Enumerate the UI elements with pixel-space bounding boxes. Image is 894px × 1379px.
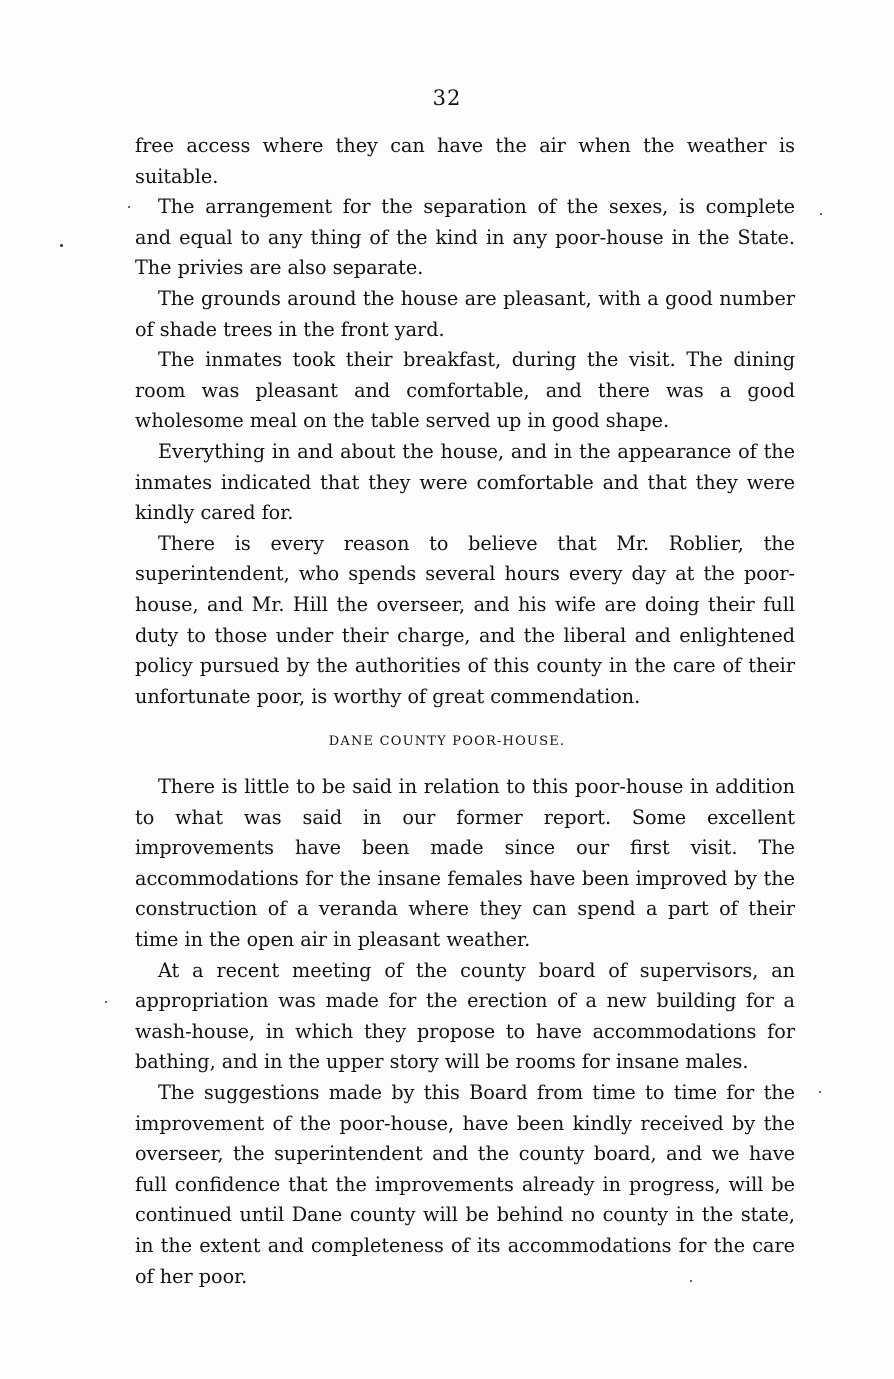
ink-speck (60, 244, 63, 247)
bottom-text-block (135, 772, 795, 1292)
paragraph: free access where they can have the air when the weather is suitable. (135, 134, 795, 188)
paragraph: The grounds around the house are pleasant, with a good number of shade trees in the front yard. (135, 286, 795, 341)
paragraph: There is every reason to believe that Mr. Roblier, the superintendent, who spends several hours every day at the poor-house, and Mr. Hill the overseer, and his wife are doing their full duty to those under their charge, and the liberal and enlightened policy pursued by the authorities of this county in the care of their unfortunate poor, is worthy of great commendation. (135, 531, 795, 708)
paragraph: There is little to be said in relation to this poor-house in addition to what was said in our former report. Some excellent improvements have been made since our first visit. The accommodations for the insane females have been improved by the construction of a veranda where they can spend a part of their time in the open air in pleasant weather. (135, 775, 795, 951)
paragraph: The arrangement for the separation of the sexes, is complete and equal to any thing of the kind in any poor-house in the State. The privies are also separate. (135, 195, 795, 280)
ink-speck (128, 206, 130, 208)
paragraph: At a recent meeting of the county board of supervisors, an appropriation was made for the erection of a new building for a wash-house, in which they propose to have accommodations for bathing, and in the upper story will be rooms for insane males. (135, 958, 795, 1074)
paragraph: The suggestions made by this Board from time to time for the improvement of the poor-house, have been kindly received by the overseer, the superintendent and the county board, and we have full confidence that the improvements already in progress, will be continued until Dane county will be behind no county in the state, in the extent and completeness of its accommodations for the care of her poor. (135, 1080, 795, 1288)
paragraph: The inmates took their breakfast, during the visit. The dining room was pleasant and comfortable, and there was a good wholesome meal on the table served up in good shape. (135, 348, 795, 433)
page-number: 32 (432, 86, 462, 110)
ink-speck (819, 1091, 821, 1093)
ink-speck (690, 1280, 692, 1282)
ink-speck (105, 1001, 107, 1003)
section-heading: DANE COUNTY POOR-HOUSE. (328, 734, 566, 749)
ink-speck (820, 213, 822, 215)
top-text-block (135, 131, 795, 712)
paragraph: Everything in and about the house, and in the appearance of the inmates indicated that they were comfortable and that they were kindly cared for. (135, 439, 795, 525)
